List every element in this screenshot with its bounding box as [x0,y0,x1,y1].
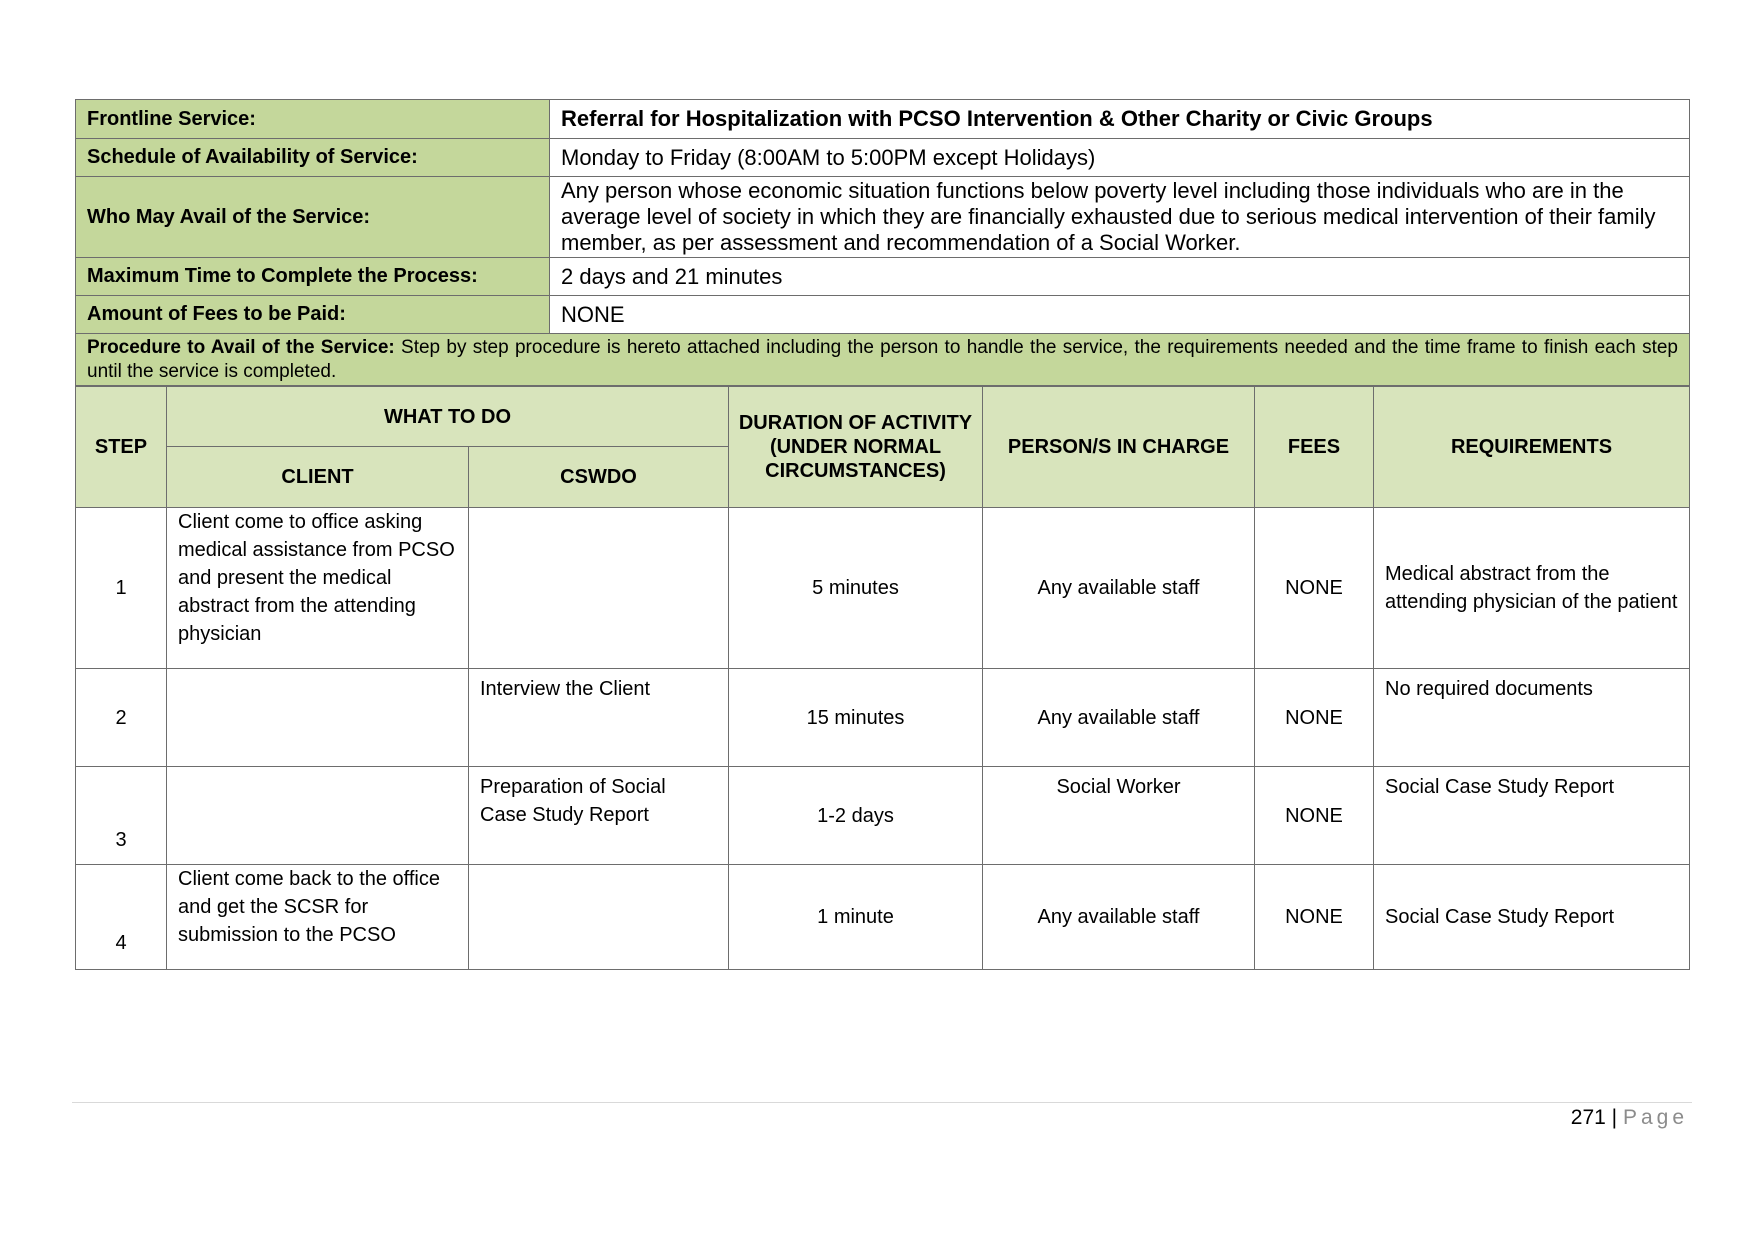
max-time-value: 2 days and 21 minutes [550,258,1690,296]
footer-divider [72,1102,1692,1103]
header-fees: FEES [1255,387,1374,508]
procedure-label: Procedure to Avail of the Service: [87,337,395,358]
table-row [76,669,1690,767]
step-number: 1 [76,508,167,669]
duration: 5 minutes [729,508,983,669]
procedure-description [76,334,1690,386]
header-person-in-charge: PERSON/S IN CHARGE [983,387,1255,508]
person-in-charge: Any available staff [983,508,1255,669]
who-may-avail-value: Any person whose economic situation functions below poverty level including those individuals who are in the average level of society in which they are financially exhausted due to serious medical intervention of their family member, as per assessment and recommendation of a Social Worker. [550,177,1690,258]
page-word: Page [1622,1106,1688,1129]
procedure-text: Step by step procedure is hereto attached including the person to handle the service, the requirements needed and the time frame to finish each step until the service is completed. [87,337,1678,382]
cswdo-action: Interview the Client [469,669,729,767]
fees: NONE [1255,508,1374,669]
header-client: CLIENT [167,447,469,508]
person-in-charge: Any available staff [983,865,1255,970]
client-action [167,669,469,767]
frontline-service-label: Frontline Service: [76,100,550,139]
requirements: Medical abstract from the attending physician of the patient [1374,508,1690,669]
service-info-table [75,99,1690,386]
schedule-label: Schedule of Availability of Service: [76,139,550,177]
duration: 15 minutes [729,669,983,767]
fees: NONE [1255,865,1374,970]
cswdo-action: Preparation of Social Case Study Report [469,767,729,865]
client-action: Client come to office asking medical assistance from PCSO and present the medical abstract from the attending physician [167,508,469,669]
table-row [76,508,1690,669]
header-requirements: REQUIREMENTS [1374,387,1690,508]
requirements: No required documents [1374,669,1690,767]
cswdo-action [469,865,729,970]
duration: 1-2 days [729,767,983,865]
step-number: 3 [76,767,167,865]
step-number: 4 [76,865,167,970]
fees: NONE [1255,767,1374,865]
who-may-avail-label: Who May Avail of the Service: [76,177,550,258]
requirements: Social Case Study Report [1374,767,1690,865]
table-row [76,767,1690,865]
frontline-service-value: Referral for Hospitalization with PCSO Intervention & Other Charity or Civic Groups [550,100,1690,139]
cswdo-action [469,508,729,669]
max-time-label: Maximum Time to Complete the Process: [76,258,550,296]
header-cswdo: CSWDO [469,447,729,508]
schedule-value: Monday to Friday (8:00AM to 5:00PM except Holidays) [550,139,1690,177]
page-separator: | [1605,1106,1623,1129]
duration: 1 minute [729,865,983,970]
requirements: Social Case Study Report [1374,865,1690,970]
header-what-to-do: WHAT TO DO [167,387,729,447]
procedure-steps-table [75,386,1690,970]
person-in-charge: Any available staff [983,669,1255,767]
page-footer [1571,1106,1688,1130]
step-number: 2 [76,669,167,767]
client-action [167,767,469,865]
person-in-charge: Social Worker [983,767,1255,865]
fees: NONE [1255,669,1374,767]
page-number: 271 [1570,1106,1606,1129]
fees-label: Amount of Fees to be Paid: [76,296,550,334]
client-action: Client come back to the office and get the SCSR for submission to the PCSO [167,865,469,970]
header-duration: DURATION OF ACTIVITY (UNDER NORMAL CIRCUMSTANCES) [729,387,983,508]
fees-value: NONE [550,296,1690,334]
header-step: STEP [76,387,167,508]
table-row [76,865,1690,970]
